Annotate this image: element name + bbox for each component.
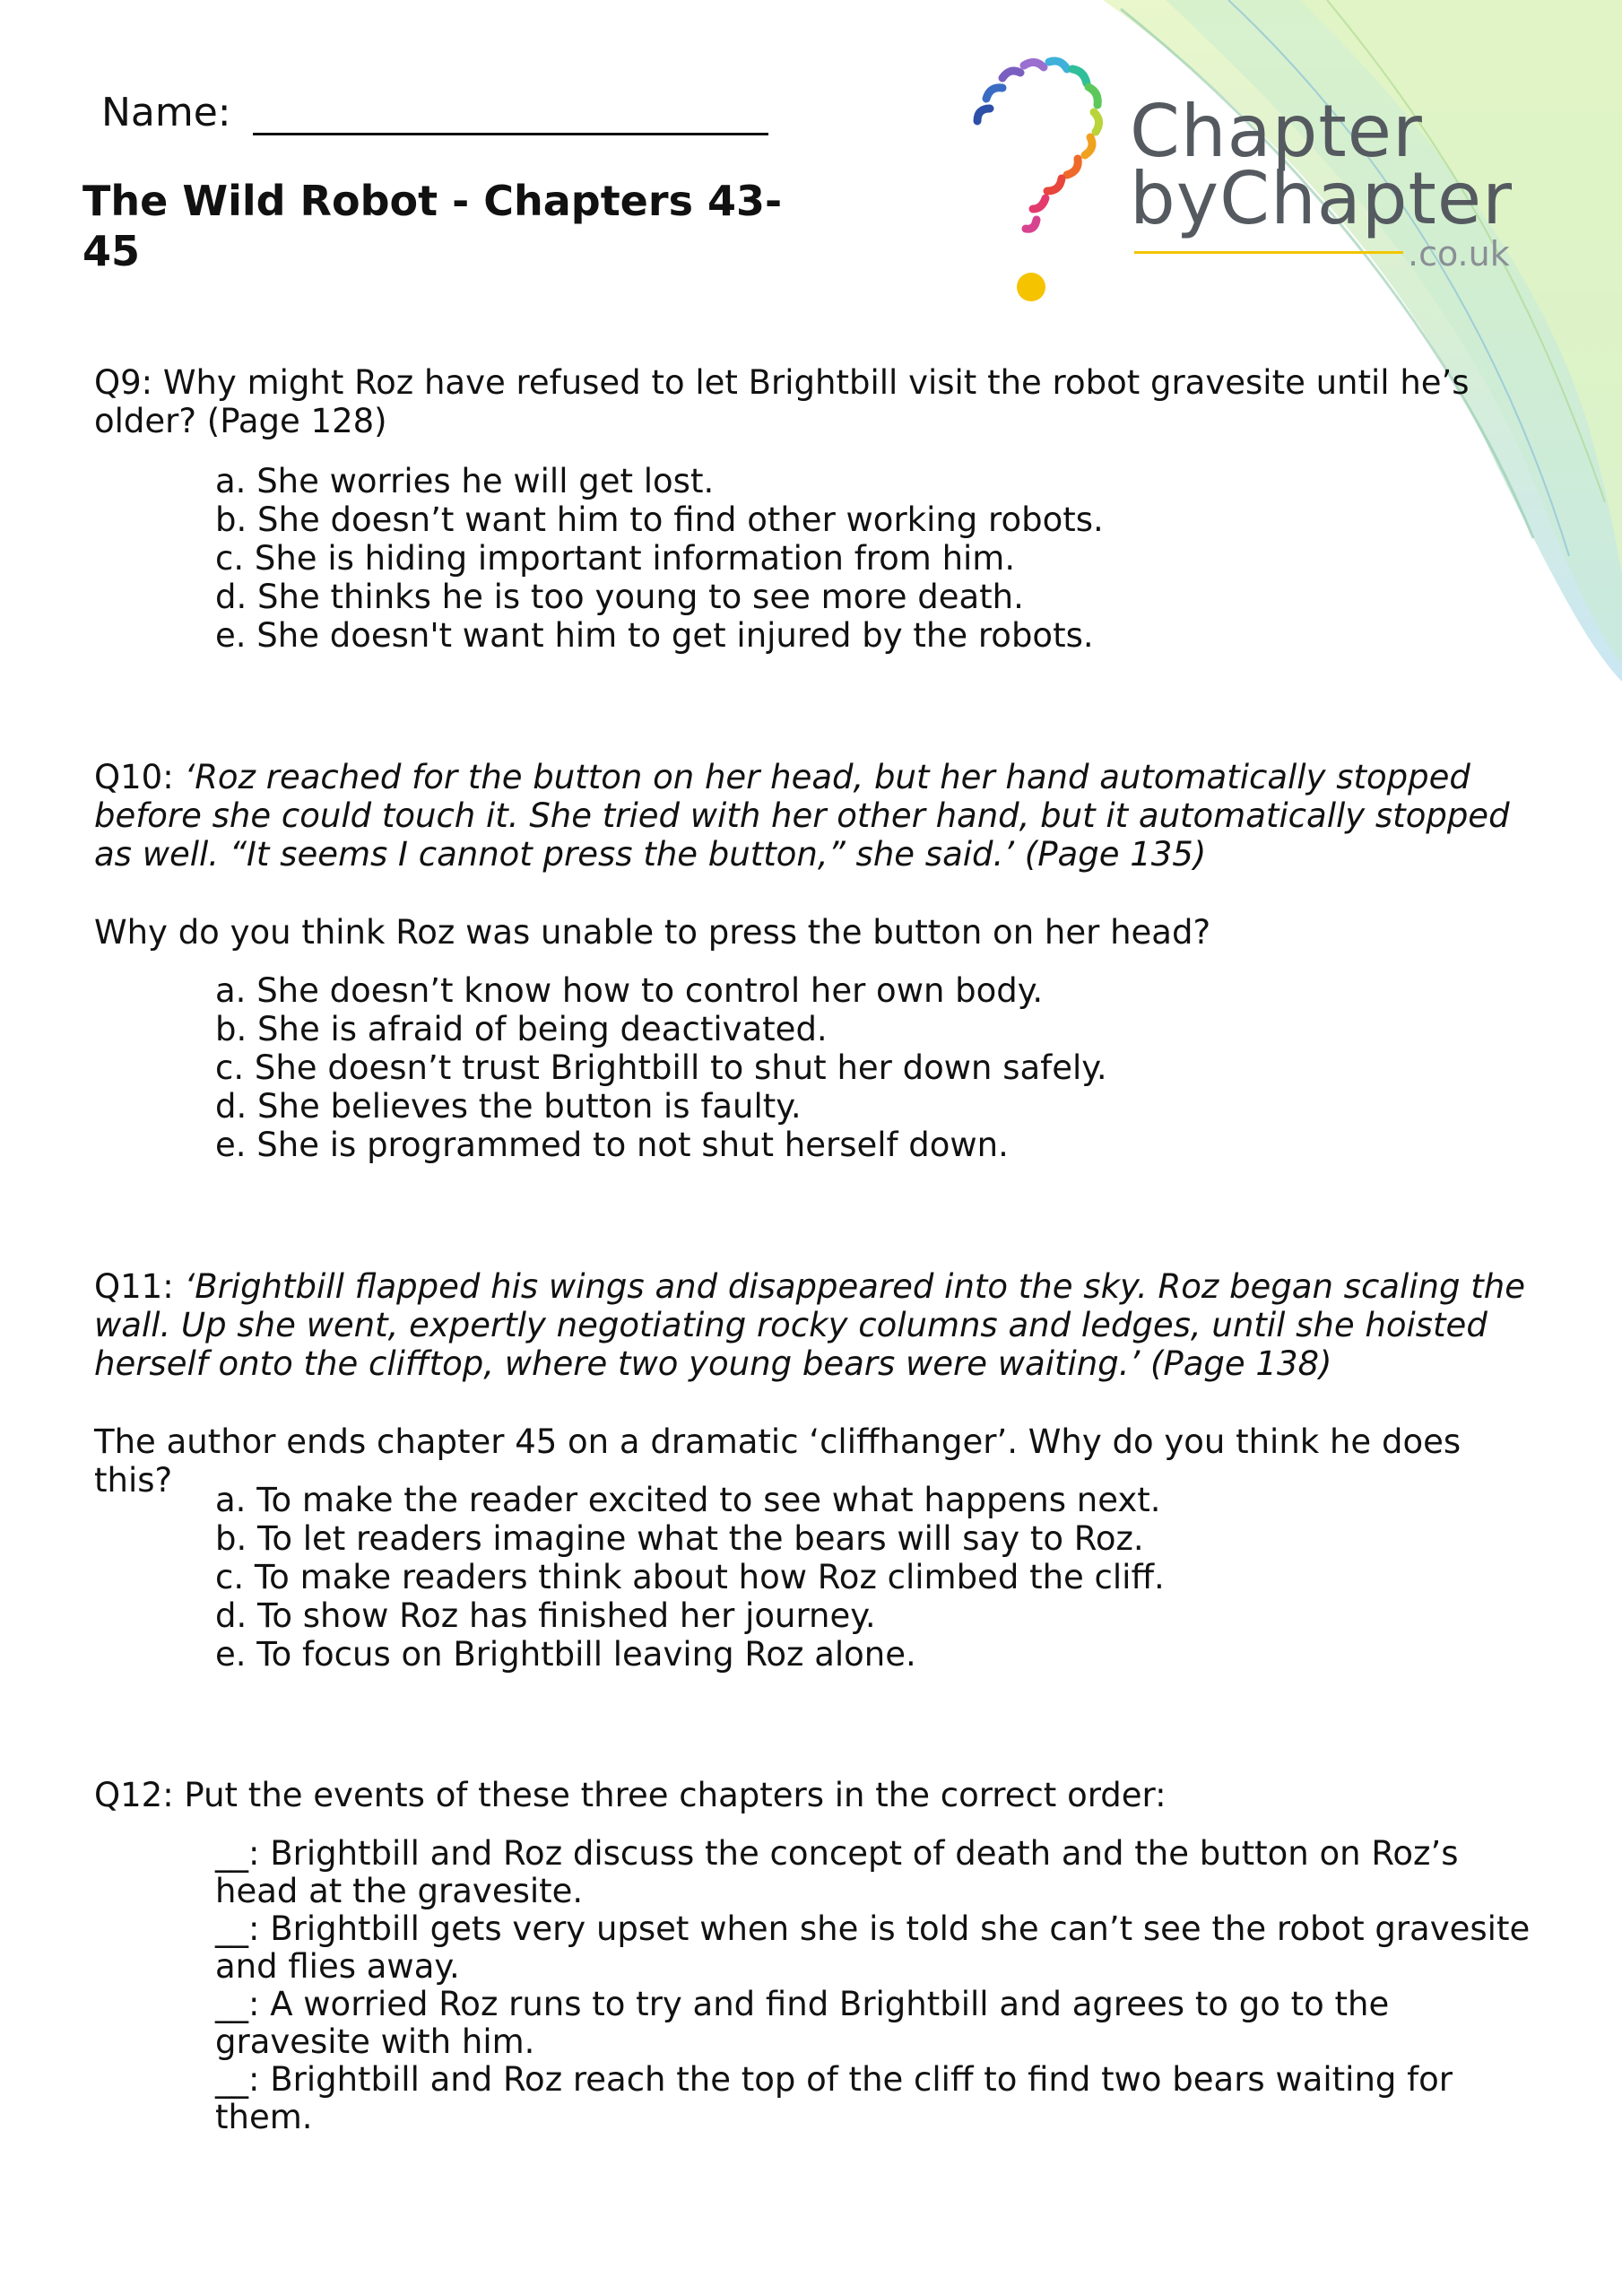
name-field[interactable]: [101, 90, 768, 135]
option-a[interactable]: a. She worries he will get lost.: [215, 462, 715, 500]
event-4[interactable]: __: Brightbill and Roz reach the top of the cliff to find two bears waiting for them.: [215, 2060, 1453, 2136]
option-d[interactable]: d. To show Roz has finished her journey.: [215, 1596, 876, 1635]
event-2[interactable]: __: Brightbill gets very upset when she is told she can’t see the robot gravesite and flies away.: [215, 1909, 1531, 1986]
question-mark-books-icon: [959, 49, 1130, 318]
option-b[interactable]: b. She doesn’t want him to find other working robots.: [215, 500, 1104, 539]
event-3[interactable]: __: A worried Roz runs to try and find Brightbill and agrees to go to the gravesite with him.: [215, 1985, 1390, 2061]
question-10-quote: ‘Roz reached for the button on her head, but her hand automatically stopped before she could touch it. She tried with her other hand, but it automatically stopped as well. “It seems I cannot press the button,” she said.’ (Page 135): [94, 758, 1510, 874]
logo-domain: .co.uk: [1408, 234, 1510, 274]
chapter-by-chapter-logo: [959, 49, 1542, 318]
question-11-quote-block: [94, 1267, 1547, 1383]
question-10-options: [215, 971, 1515, 1164]
logo-word-chapter: Chapter: [1130, 90, 1423, 173]
question-9-options: [215, 462, 1515, 655]
name-line[interactable]: [253, 90, 768, 135]
page-title: The Wild Robot - Chapters 43-45: [82, 177, 783, 275]
option-a[interactable]: a. To make the reader excited to see what happens next.: [215, 1481, 1161, 1519]
question-11-options: [215, 1481, 1515, 1674]
question-11-quote: ‘Brightbill flapped his wings and disappeared into the sky. Roz began scaling the wall. Up she went, expertly negotiating rocky columns and ledges, until she hoisted herself onto the clifftop, where two young bears were waiting.’ (Page 138): [94, 1267, 1525, 1383]
name-label: Name:: [101, 90, 231, 135]
question-9-prompt: Q9: Why might Roz have refused to let Brightbill visit the robot gravesite until he’s older? (Page 128): [94, 363, 1470, 440]
event-1[interactable]: __: Brightbill and Roz discuss the concept of death and the button on Roz’s head at the gravesite.: [215, 1834, 1459, 1910]
option-a[interactable]: a. She doesn’t know how to control her own body.: [215, 971, 1044, 1010]
option-e[interactable]: e. She doesn't want him to get injured by the robots.: [215, 616, 1094, 655]
option-c[interactable]: c. She is hiding important information from him.: [215, 539, 1016, 578]
option-d[interactable]: d. She believes the button is faulty.: [215, 1087, 802, 1126]
option-e[interactable]: e. To focus on Brightbill leaving Roz alone.: [215, 1635, 916, 1674]
option-b[interactable]: b. To let readers imagine what the bears will say to Roz.: [215, 1519, 1144, 1558]
option-e[interactable]: e. She is programmed to not shut herself down.: [215, 1126, 1009, 1164]
logo-underline: [1134, 251, 1403, 254]
option-d[interactable]: d. She thinks he is too young to see more death.: [215, 578, 1024, 616]
option-b[interactable]: b. She is afraid of being deactivated.: [215, 1010, 828, 1048]
question-11-prompt: The author ends chapter 45 on a dramatic ‘cliffhanger’. Why do you think he does this?: [94, 1422, 1462, 1500]
question-10-label: Q10:: [94, 758, 174, 796]
option-c[interactable]: c. To make readers think about how Roz climbed the cliff.: [215, 1558, 1165, 1596]
question-11-label: Q11:: [94, 1267, 174, 1306]
question-12-prompt: Q12: Put the events of these three chapters in the correct order:: [94, 1776, 1167, 1814]
question-10-quote-block: [94, 758, 1547, 874]
logo-word-bychapter: byChapter: [1130, 157, 1513, 240]
option-c[interactable]: c. She doesn’t trust Brightbill to shut her down safely.: [215, 1048, 1107, 1087]
question-12-events: [215, 1835, 1542, 2136]
question-10-prompt: Why do you think Roz was unable to press the button on her head?: [94, 913, 1211, 952]
